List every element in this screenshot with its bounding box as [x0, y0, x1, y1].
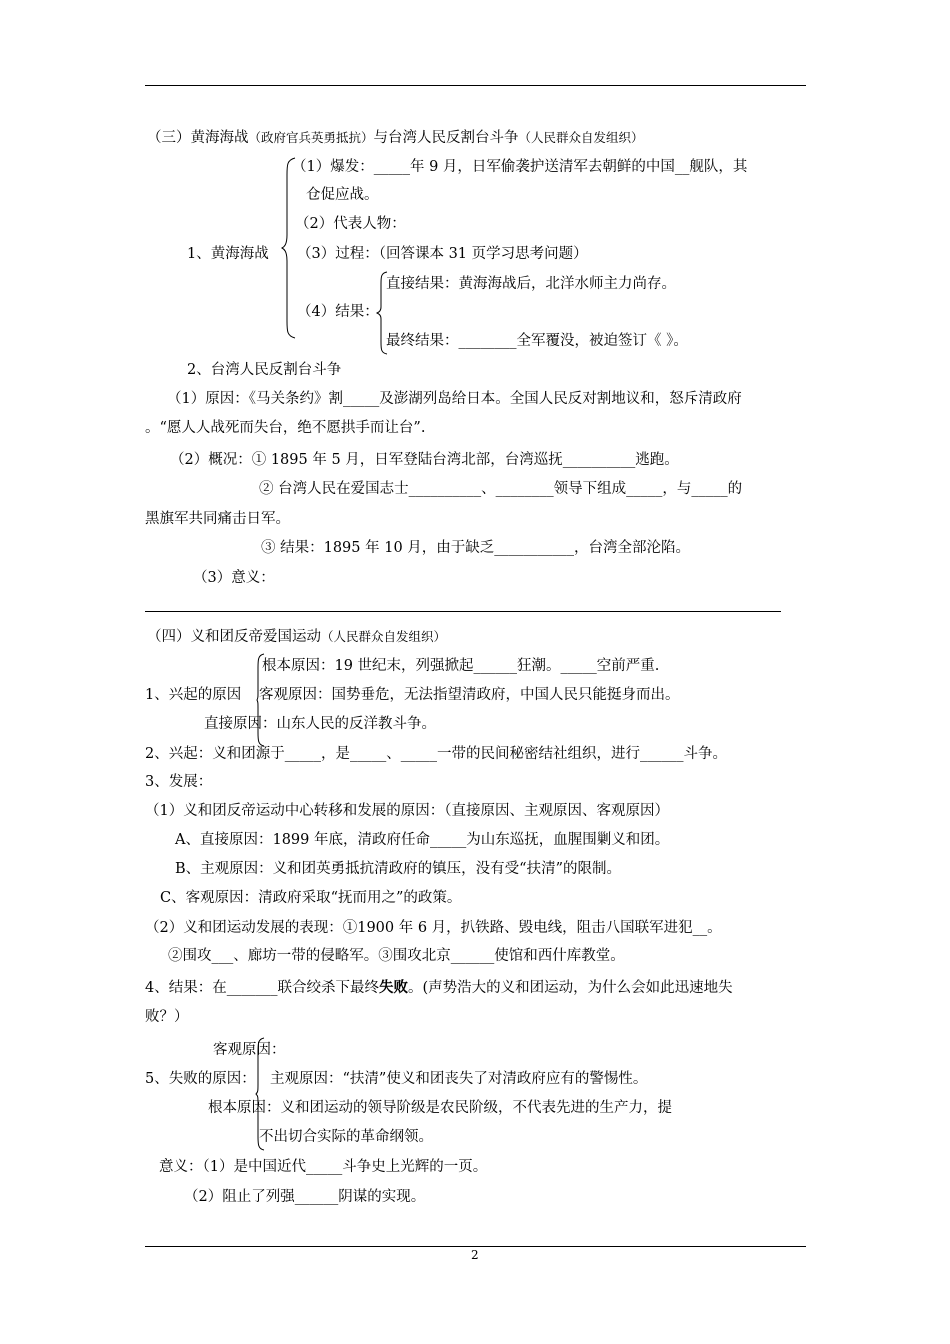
development-2: （2）义和团运动发展的表现：①1900 年 6 月，扒铁路、毁电线，阻击八国联军进犯__。: [145, 920, 722, 936]
line-outbreak: （1）爆发：_____年 9 月，日军偷袭护送清军去朝鲜的中国__舰队，其: [292, 159, 748, 175]
taiwan-overview-2-cont: 黑旗军共同痛击日军。: [145, 511, 290, 527]
development-title: 3、发展：: [145, 774, 213, 790]
result-line-cont: 败？）: [145, 1009, 189, 1025]
footer-rule: [145, 1246, 806, 1247]
failure-objective: 客观原因：: [213, 1042, 286, 1058]
failure-subjective: 主观原因：“扶清”使义和团丧失了对清政府应有的警惕性。: [270, 1071, 648, 1087]
result-label: （4）结果：: [297, 304, 379, 320]
taiwan-meaning: （3）意义：: [193, 570, 275, 586]
rise-label: 1、兴起的原因: [145, 687, 242, 703]
rise-objective: 客观原因：国势垂危，无法指望清政府，中国人民只能挺身而出。: [259, 687, 680, 703]
taiwan-title: 2、台湾人民反割台斗争: [187, 362, 342, 378]
page-number: 2: [471, 1248, 479, 1262]
section-divider: [145, 611, 781, 612]
brace-huanghai: [281, 155, 297, 341]
failure-root: 根本原因：义和团运动的领导阶级是农民阶级，不代表先进的生产力，提: [208, 1100, 672, 1116]
development-a: A、直接原因：1899 年底，清政府任命_____为山东巡抚，血腥围剿义和团。: [175, 832, 670, 848]
section3-heading: （三）黄海海战（政府官兵英勇抵抗）与台湾人民反割台斗争（人民群众自发组织）: [147, 130, 644, 146]
taiwan-cause-cont: 。“愿人人战死而失台，绝不愿拱手而让台”.: [145, 420, 426, 436]
line-figures: （2）代表人物：: [295, 216, 406, 232]
header-rule: [145, 85, 806, 86]
result-line: 4、结果：在_______联合绞杀下最终失败。(声势浩大的义和团运动，为什么会如此迅速地失: [145, 979, 733, 996]
rise-origin: 2、兴起：义和团源于_____，是_____、_____一带的民间秘密结社组织，进行______斗争。: [145, 746, 727, 762]
rise-direct: 直接原因：山东人民的反洋教斗争。: [204, 716, 436, 732]
failure-label: 5、失败的原因：: [145, 1071, 256, 1087]
line-process: （3）过程：（回答课本 31 页学习思考问题）: [297, 246, 588, 262]
development-b: B、主观原因：义和团英勇抵抗清政府的镇压，没有受“扶清”的限制。: [175, 861, 621, 877]
taiwan-cause: （1）原因：《马关条约》割_____及澎湖列岛给日本。全国人民反对割地议和，怒斥清政府: [167, 391, 742, 407]
huanghai-label: 1、黄海海战: [187, 246, 269, 262]
development-2-cont: ②围攻___、廊坊一带的侵略军。③围攻北京______使馆和西什库教堂。: [168, 948, 625, 964]
taiwan-overview-3: ③ 结果：1895 年 10 月，由于缺乏___________，台湾全部沦陷。: [261, 540, 691, 556]
failure-root-cont: 不出切合实际的革命纲领。: [259, 1129, 433, 1145]
development-1: （1）义和团反帝运动中心转移和发展的原因：（直接原因、主观原因、客观原因）: [145, 803, 669, 819]
significance-2: （2）阻止了列强______阴谋的实现。: [184, 1189, 426, 1205]
significance-1: 意义：（1）是中国近代_____斗争史上光辉的一页。: [159, 1159, 488, 1175]
direct-result: 直接结果：黄海海战后，北洋水师主力尚存。: [386, 276, 676, 292]
development-c: C、客观原因：清政府采取“抚而用之”的政策。: [160, 890, 462, 906]
line-outbreak-cont: 仓促应战。: [306, 187, 379, 203]
taiwan-overview-2: ② 台湾人民在爱国志士__________、________领导下组成_____，与_____的: [259, 481, 743, 497]
taiwan-overview-1: （2）概况：① 1895 年 5 月，日军登陆台湾北部，台湾巡抚__________逃跑。: [170, 452, 679, 468]
rise-root: 根本原因：19 世纪末，列强掀起______狂潮。_____空前严重.: [262, 658, 660, 674]
section4-heading: （四）义和团反帝爱国运动（人民群众自发组织）: [147, 629, 447, 645]
final-result: 最终结果：________全军覆没，被迫签订《 》。: [386, 333, 688, 349]
